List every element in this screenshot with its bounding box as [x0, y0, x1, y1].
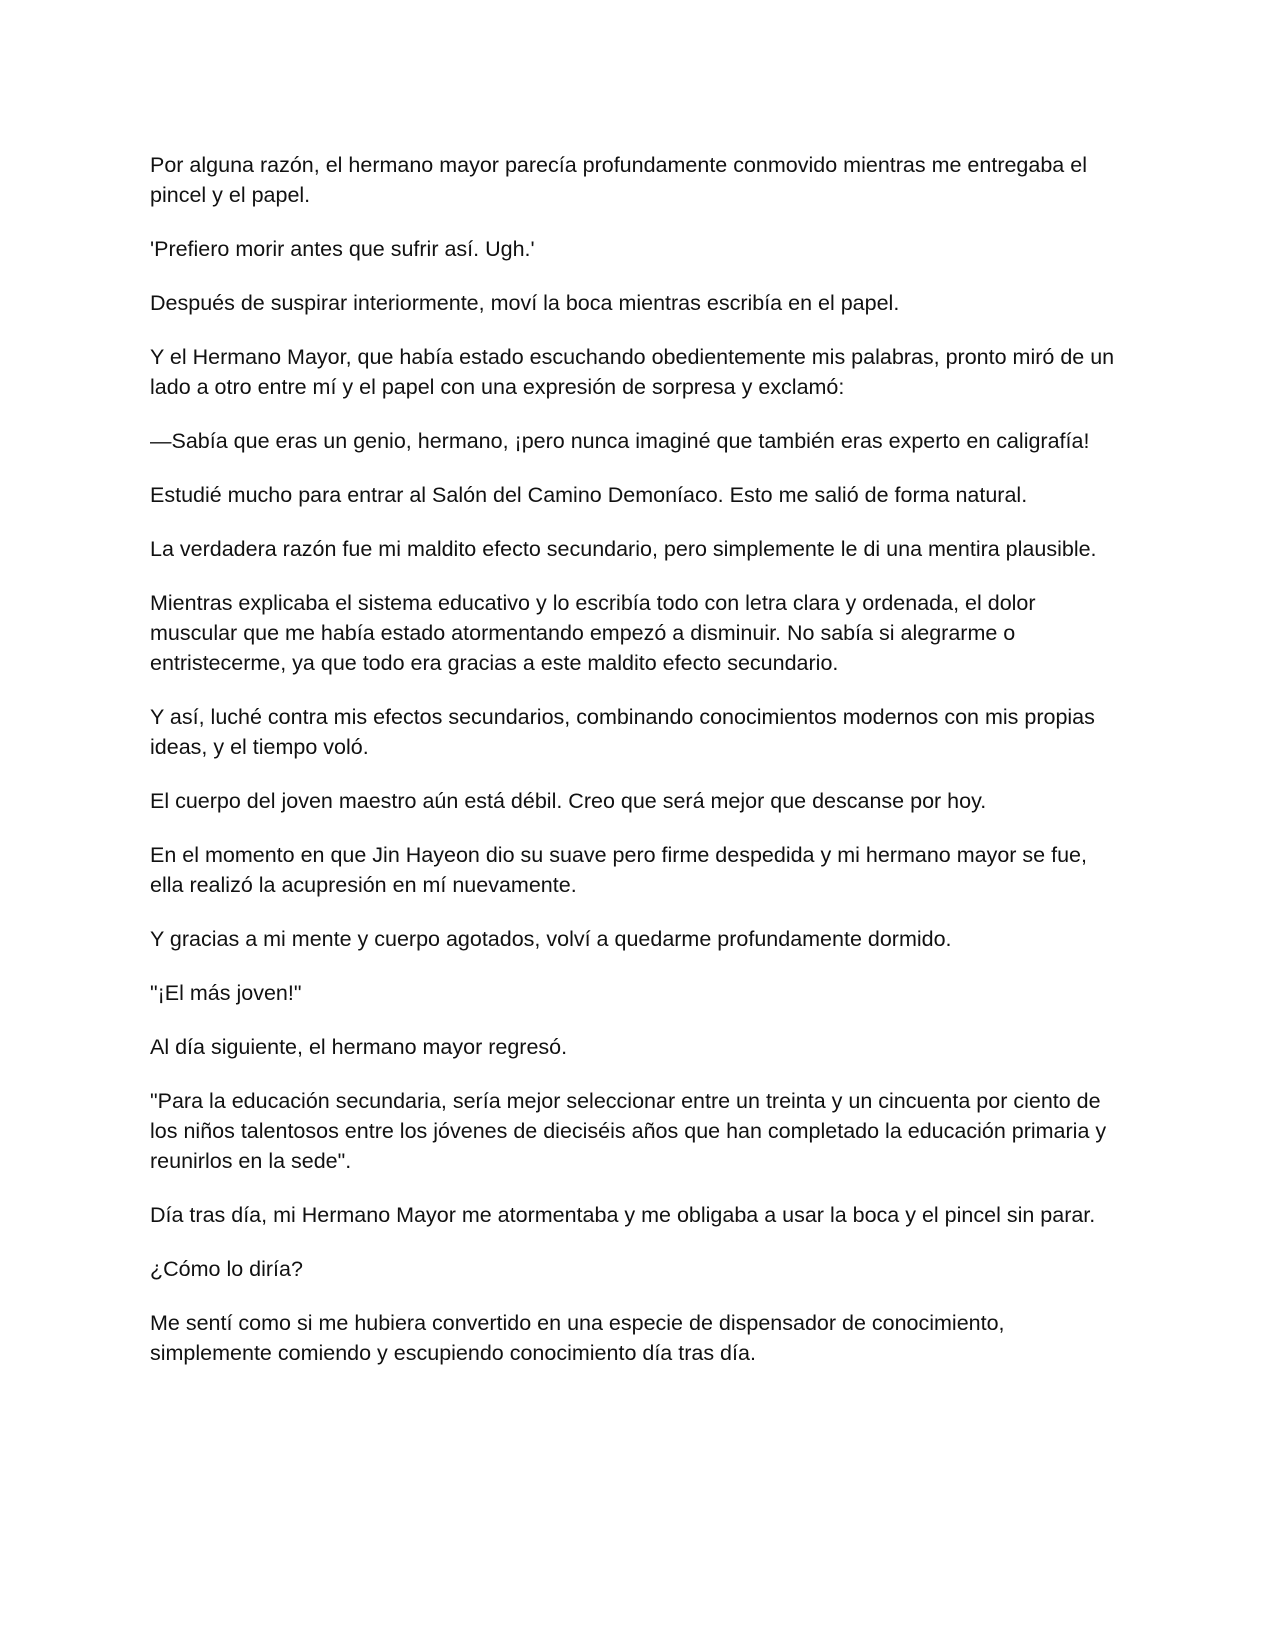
paragraph: ¿Cómo lo diría? — [150, 1257, 303, 1281]
paragraph: Después de suspirar interiormente, moví la boca mientras escribía en el papel. — [150, 291, 900, 315]
paragraph: "¡El más joven!" — [150, 981, 302, 1005]
paragraph: —Sabía que eras un genio, hermano, ¡pero nunca imaginé que también eras experto en caligrafía! — [150, 429, 1090, 453]
paragraph: Y gracias a mi mente y cuerpo agotados, volví a quedarme profundamente dormido. — [150, 927, 952, 951]
paragraph: Y el Hermano Mayor, que había estado escuchando obedientemente mis palabras, pronto miró de un lado a otro entre mí y el papel con una expresión de sorpresa y exclamó: — [150, 345, 1115, 399]
paragraph: "Para la educación secundaria, sería mejor seleccionar entre un treinta y un cincuenta por ciento de los niños talentosos entre los jóvenes de dieciséis años que han completado la educación primaria y reunirlos en la sede". — [150, 1089, 1107, 1173]
paragraph: Mientras explicaba el sistema educativo y lo escribía todo con letra clara y ordenada, el dolor muscular que me había estado atormentando empezó a disminuir. No sabía si alegrarme o entristecerme, ya que todo era gracias a este maldito efecto secundario. — [150, 591, 1036, 675]
paragraph: Día tras día, mi Hermano Mayor me atormentaba y me obligaba a usar la boca y el pincel sin parar. — [150, 1203, 1096, 1227]
paragraph: La verdadera razón fue mi maldito efecto secundario, pero simplemente le di una mentira plausible. — [150, 537, 1097, 561]
paragraph: Al día siguiente, el hermano mayor regresó. — [150, 1035, 568, 1059]
document-body — [150, 150, 1125, 1392]
paragraph: Me sentí como si me hubiera convertido en una especie de dispensador de conocimiento, simplemente comiendo y escupiendo conocimiento día tras día. — [150, 1311, 1005, 1365]
paragraph: Estudié mucho para entrar al Salón del Camino Demoníaco. Esto me salió de forma natural. — [150, 483, 1028, 507]
paragraph: En el momento en que Jin Hayeon dio su suave pero firme despedida y mi hermano mayor se fue, ella realizó la acupresión en mí nuevamente. — [150, 843, 1087, 897]
paragraph: Por alguna razón, el hermano mayor parecía profundamente conmovido mientras me entregaba el pincel y el papel. — [150, 153, 1087, 207]
paragraph: Y así, luché contra mis efectos secundarios, combinando conocimientos modernos con mis propias ideas, y el tiempo voló. — [150, 705, 1095, 759]
paragraph: El cuerpo del joven maestro aún está débil. Creo que será mejor que descanse por hoy. — [150, 789, 987, 813]
paragraph: 'Prefiero morir antes que sufrir así. Ugh.' — [150, 237, 535, 261]
